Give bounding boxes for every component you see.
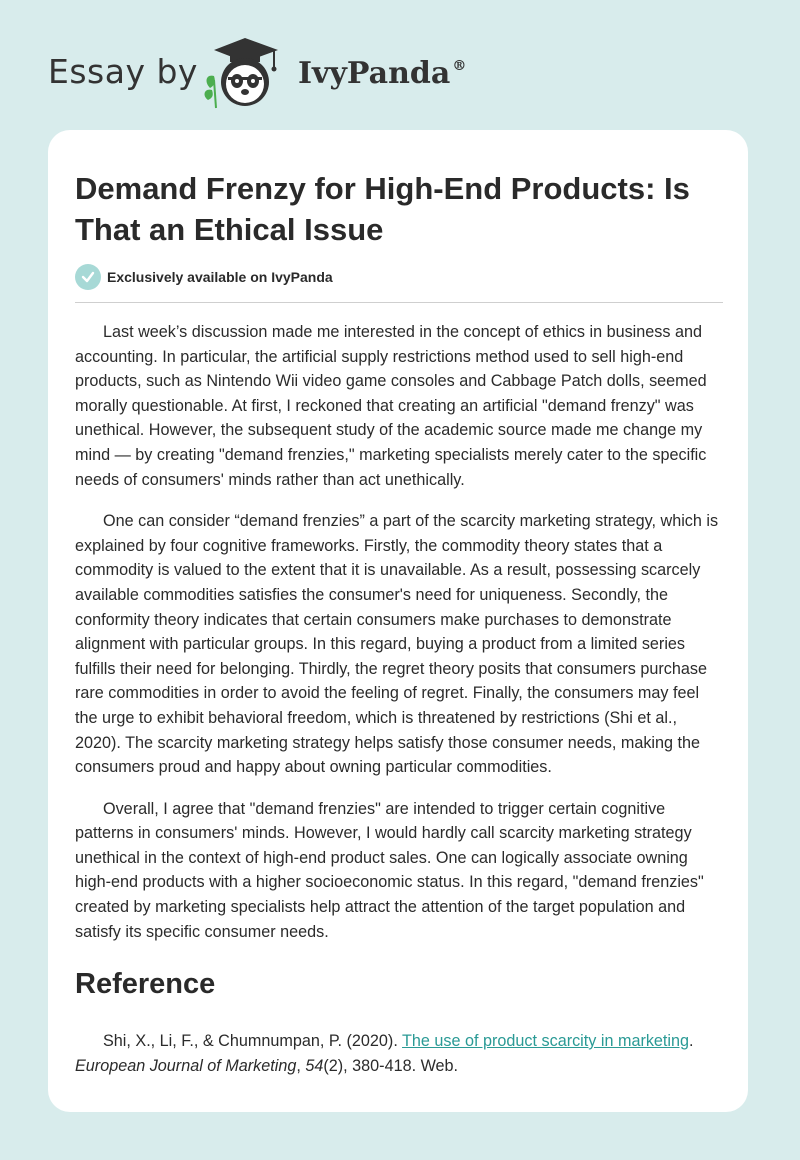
essay-body [75, 320, 725, 961]
reference-entry [75, 1029, 725, 1078]
site-header [0, 0, 800, 120]
reference-authors: Shi, X., Li, F., & Chumnumpan, P. (2020). [103, 1032, 403, 1050]
exclusive-badge [75, 264, 333, 290]
reference-sep: , [296, 1056, 306, 1075]
reference-tail: (2), 380-418. Web. [323, 1056, 459, 1075]
paragraph-3: Overall, I agree that "demand frenzies" are intended to trigger certain cognitive patterns in consumers' minds. However, I would hardly call scarcity marketing strategy unethical in the context of high-end product sales. One can logically associate owning high-end products with a higher socioeconomic status. In this regard, "demand frenzies" created by marketing specialists help attract the attention of the target population and satisfy its specific consumer needs. [75, 799, 704, 941]
brand-text: IvyPanda [298, 56, 451, 91]
paragraph-1: Last week’s discussion made me interested in the concept of ethics in business and accounting. In particular, the artificial supply restrictions method used to sell high-end products, such as Nintendo Wii video game consoles and Cabbage Patch dolls, seemed morally questionable. At first, I reckoned that creating an artificial "demand frenzy" was unethical. However, the subsequent study of the academic source made me change my mind — by creating "demand frenzies," marketing specialists merely cater to the specific needs of consumers' minds rather than act unethically. [75, 323, 707, 489]
paragraph-2: One can consider “demand frenzies” a part of the scarcity marketing strategy, which is explained by four cognitive frameworks. Firstly, the commodity theory states that a commodity is valued to the extent that it is unavailable. As a result, possessing scarcely available commodities satisfies the consumer's need for uniqueness. Secondly, the conformity theory indicates that certain consumers make purchases to demonstrate alignment with particular groups. In this regard, buying a product from a limited series fulfills their need for belonging. Thirdly, the regret theory posits that consumers purchase rare commodities in order to avoid the feeling of regret. Finally, the consumers may feel the urge to exhibit behavioral freedom, which is threatened by restrictions (Shi et al., 2020). The scarcity marketing strategy helps satisfy those consumer needs, making the consumers proud and happy about owning particular commodities. [75, 512, 719, 777]
check-circle-icon [75, 264, 101, 290]
reference-link[interactable]: The use of product scarcity in marketing [402, 1032, 690, 1050]
reference-journal: European Journal of Marketing [75, 1056, 297, 1075]
essay-card [48, 130, 748, 1112]
reference-heading: Reference [75, 968, 216, 1000]
reference-after-link: . [689, 1032, 694, 1050]
essay-by-label: Essay by [48, 52, 198, 91]
essay-title: Demand Frenzy for High-End Products: Is That an Ethical Issue [75, 171, 690, 247]
reference-volume: 54 [305, 1056, 324, 1075]
title-divider [75, 302, 723, 303]
badge-label: Exclusively available on IvyPanda [107, 269, 333, 285]
panda-logo-icon[interactable] [200, 36, 290, 110]
registered-mark: ® [452, 58, 467, 74]
brand-name[interactable] [298, 56, 466, 91]
